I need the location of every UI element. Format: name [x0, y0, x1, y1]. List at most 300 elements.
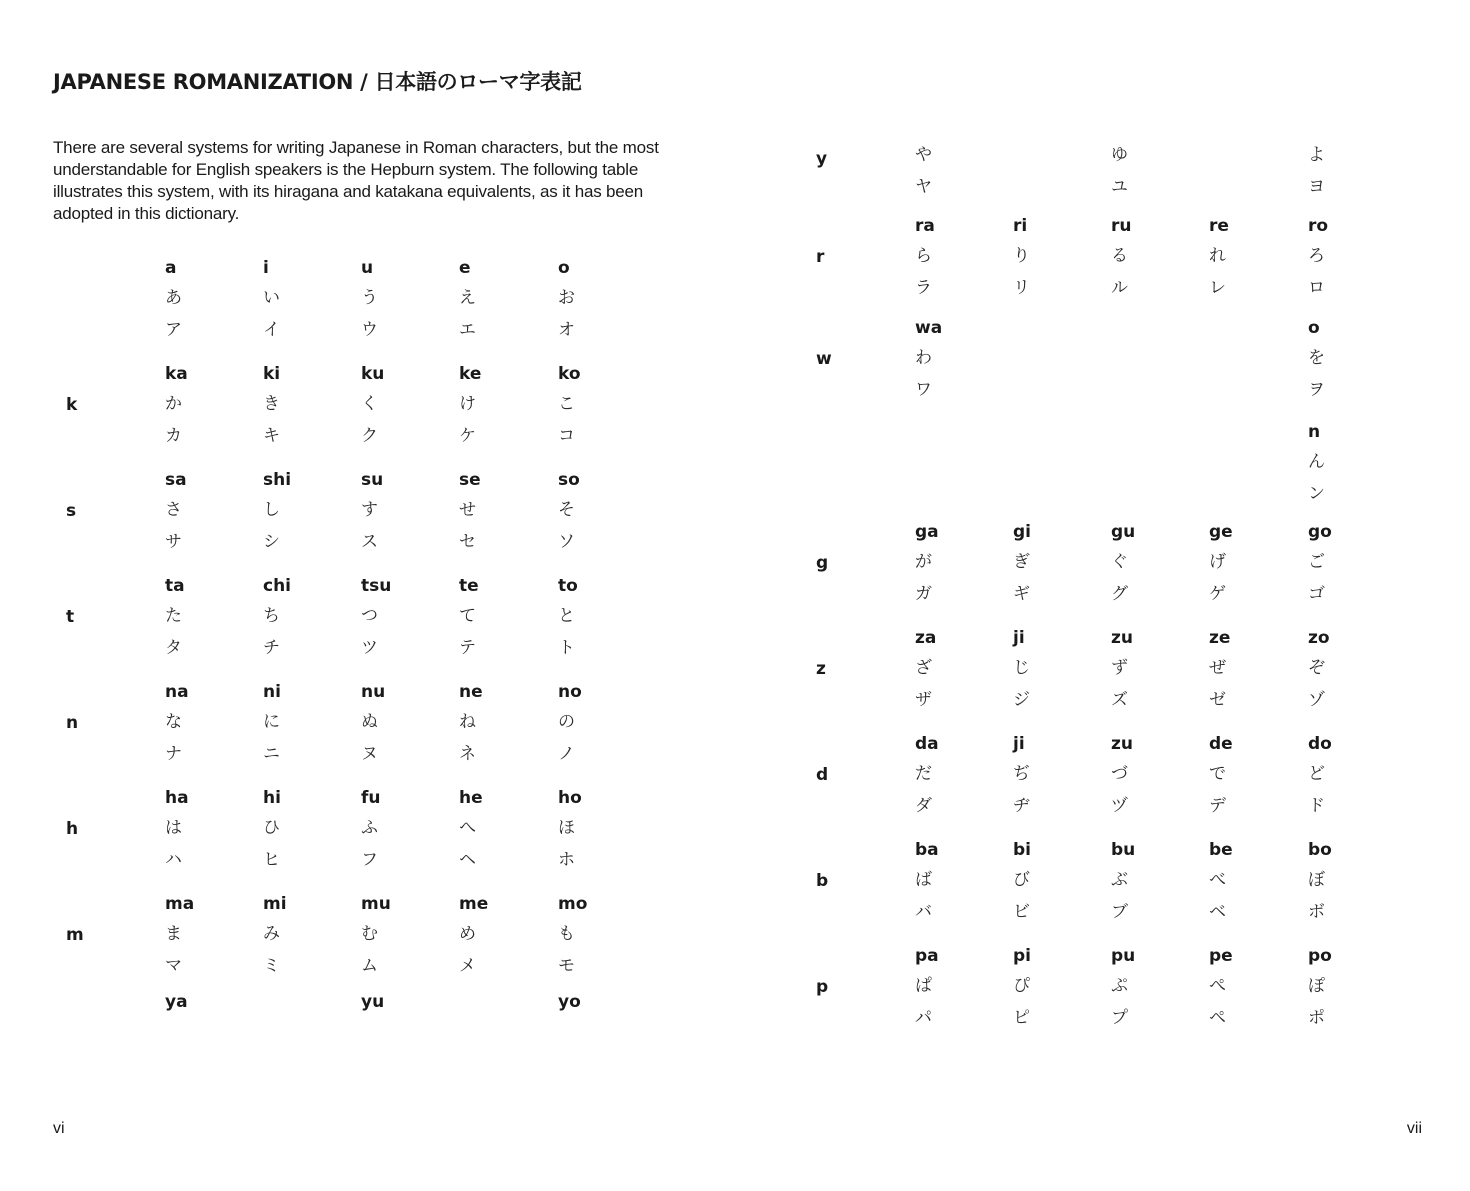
kana-cell — [1308, 522, 1398, 616]
romaji-label: gu — [1111, 522, 1136, 542]
kana-cell — [915, 145, 1005, 209]
romaji-label: shi — [263, 470, 292, 490]
katakana-char: キ — [263, 426, 280, 446]
romaji-label: te — [459, 576, 479, 596]
kana-cell — [263, 894, 353, 988]
hiragana-char: か — [165, 394, 182, 414]
hiragana-char: だ — [915, 764, 932, 784]
hiragana-char: め — [459, 924, 476, 944]
hiragana-char: て — [459, 606, 476, 626]
katakana-char: ノ — [558, 744, 575, 764]
kana-cell — [915, 318, 1005, 412]
kana-cell — [1013, 946, 1103, 1040]
kana-cell — [915, 734, 1005, 828]
page-title: JAPANESE ROMANIZATION / 日本語のローマ字表記 — [53, 70, 582, 94]
kana-cell — [361, 470, 451, 564]
consonant-label: d — [816, 765, 829, 785]
katakana-char: ジ — [1013, 690, 1030, 710]
romaji-label: pe — [1209, 946, 1233, 966]
page-number-right: vii — [1406, 1120, 1422, 1137]
romaji-label: gi — [1013, 522, 1031, 542]
katakana-char: ギ — [1013, 584, 1030, 604]
kana-cell — [1308, 318, 1398, 412]
kana-cell — [263, 470, 353, 564]
hiragana-char: ず — [1111, 658, 1128, 678]
right-page — [735, 0, 1470, 1191]
romaji-label: mo — [558, 894, 588, 914]
romaji-label: i — [263, 258, 269, 278]
romaji-label: po — [1308, 946, 1332, 966]
romaji-label: su — [361, 470, 384, 490]
romaji-label: bo — [1308, 840, 1332, 860]
romaji-label: ha — [165, 788, 189, 808]
kana-cell — [263, 788, 353, 882]
romaji-label: o — [558, 258, 570, 278]
kana-cell — [263, 576, 353, 670]
hiragana-char: よ — [1308, 145, 1325, 165]
hiragana-char: あ — [165, 288, 182, 308]
katakana-char: ケ — [459, 426, 476, 446]
hiragana-char: り — [1013, 246, 1030, 266]
kana-cell — [915, 840, 1005, 934]
romaji-label: zo — [1308, 628, 1330, 648]
katakana-char: ヒ — [263, 850, 280, 870]
romaji-label: yu — [361, 992, 385, 1012]
katakana-char: ン — [1308, 484, 1325, 504]
kana-cell — [915, 522, 1005, 616]
hiragana-char: ふ — [361, 818, 378, 838]
consonant-label: h — [66, 819, 79, 839]
katakana-char: ド — [1308, 796, 1325, 816]
romaji-label: nu — [361, 682, 386, 702]
kana-cell — [361, 788, 451, 882]
romaji-label: yo — [558, 992, 581, 1012]
consonant-label: g — [816, 553, 829, 573]
romaji-label: u — [361, 258, 374, 278]
hiragana-char: た — [165, 606, 182, 626]
hiragana-char: け — [459, 394, 476, 414]
consonant-label: y — [816, 149, 828, 169]
kana-cell — [165, 682, 255, 776]
hiragana-char: な — [165, 712, 182, 732]
kana-cell — [1111, 734, 1201, 828]
katakana-char: ゲ — [1209, 584, 1226, 604]
katakana-char: ベ — [1209, 902, 1226, 922]
romaji-label: ke — [459, 364, 482, 384]
hiragana-char: つ — [361, 606, 378, 626]
kana-cell — [459, 894, 549, 988]
katakana-char: コ — [558, 426, 575, 446]
hiragana-char: ぱ — [915, 976, 932, 996]
katakana-char: ネ — [459, 744, 476, 764]
katakana-char: ゼ — [1209, 690, 1226, 710]
romaji-label: hi — [263, 788, 281, 808]
hiragana-char: が — [915, 552, 932, 572]
kana-cell — [1013, 734, 1103, 828]
kana-cell — [1308, 840, 1398, 934]
romaji-label: tsu — [361, 576, 392, 596]
katakana-char: ソ — [558, 532, 575, 552]
katakana-char: ナ — [165, 744, 182, 764]
kana-cell — [1209, 522, 1299, 616]
romaji-label: a — [165, 258, 177, 278]
katakana-char: マ — [165, 956, 182, 976]
romaji-label: o — [1308, 318, 1320, 338]
romaji-label: do — [1308, 734, 1332, 754]
hiragana-char: し — [263, 500, 280, 520]
kana-cell — [1111, 628, 1201, 722]
kana-cell — [361, 258, 451, 352]
romaji-label: ji — [1013, 628, 1025, 648]
katakana-char: ロ — [1308, 278, 1325, 298]
romaji-label: bi — [1013, 840, 1031, 860]
katakana-char: ダ — [915, 796, 932, 816]
hiragana-char: ひ — [263, 818, 280, 838]
katakana-char: ヘ — [459, 850, 476, 870]
katakana-char: ガ — [915, 584, 932, 604]
hiragana-char: ま — [165, 924, 182, 944]
kana-cell — [263, 682, 353, 776]
hiragana-char: ぢ — [1013, 764, 1030, 784]
consonant-label: m — [66, 925, 84, 945]
consonant-label: w — [816, 349, 832, 369]
romaji-label: ni — [263, 682, 281, 702]
consonant-label: p — [816, 977, 829, 997]
romaji-label: e — [459, 258, 471, 278]
kana-cell — [1013, 628, 1103, 722]
kana-cell — [459, 682, 549, 776]
katakana-char: ヲ — [1308, 380, 1325, 400]
kana-cell — [558, 576, 648, 670]
katakana-char: ア — [165, 320, 182, 340]
katakana-char: プ — [1111, 1008, 1128, 1028]
romaji-label: ro — [1308, 216, 1329, 236]
romaji-label: be — [1209, 840, 1233, 860]
hiragana-char: げ — [1209, 552, 1226, 572]
romaji-label: ma — [165, 894, 195, 914]
hiragana-char: ほ — [558, 818, 575, 838]
romaji-label: pu — [1111, 946, 1136, 966]
kana-cell — [165, 470, 255, 564]
hiragana-char: の — [558, 712, 575, 732]
romaji-label: ru — [1111, 216, 1132, 236]
hiragana-char: と — [558, 606, 575, 626]
kana-cell — [1209, 216, 1299, 310]
hiragana-char: く — [361, 394, 378, 414]
katakana-char: ト — [558, 638, 575, 658]
hiragana-char: わ — [915, 348, 932, 368]
hiragana-char: へ — [459, 818, 476, 838]
hiragana-char: ざ — [915, 658, 932, 678]
katakana-char: タ — [165, 638, 182, 658]
consonant-label: s — [66, 501, 77, 521]
katakana-char: ユ — [1111, 177, 1128, 197]
hiragana-char: ど — [1308, 764, 1325, 784]
katakana-char: ボ — [1308, 902, 1325, 922]
kana-cell — [165, 576, 255, 670]
hiragana-char: を — [1308, 348, 1325, 368]
kana-cell — [459, 258, 549, 352]
katakana-char: ポ — [1308, 1008, 1325, 1028]
kana-cell — [361, 364, 451, 458]
katakana-char: オ — [558, 320, 575, 340]
hiragana-char: ろ — [1308, 246, 1325, 266]
katakana-char: ム — [361, 956, 378, 976]
katakana-char: フ — [361, 850, 378, 870]
hiragana-char: ん — [1308, 452, 1325, 472]
hiragana-char: せ — [459, 500, 476, 520]
romaji-label: mu — [361, 894, 391, 914]
hiragana-char: い — [263, 288, 280, 308]
katakana-char: パ — [915, 1008, 932, 1028]
kana-cell — [459, 788, 549, 882]
romaji-label: ku — [361, 364, 385, 384]
romaji-label: de — [1209, 734, 1233, 754]
kana-cell — [165, 258, 255, 352]
kana-cell — [915, 628, 1005, 722]
kana-cell — [1308, 946, 1398, 1040]
kana-cell — [1013, 522, 1103, 616]
katakana-char: ク — [361, 426, 378, 446]
romaji-label: fu — [361, 788, 381, 808]
katakana-char: イ — [263, 320, 280, 340]
romaji-label: pi — [1013, 946, 1031, 966]
kana-cell — [165, 364, 255, 458]
romaji-label: mi — [263, 894, 287, 914]
kana-cell — [1308, 145, 1398, 209]
katakana-char: デ — [1209, 796, 1226, 816]
consonant-label: t — [66, 607, 75, 627]
hiragana-char: ぴ — [1013, 976, 1030, 996]
kana-cell — [558, 470, 648, 564]
katakana-char: ス — [361, 532, 378, 552]
consonant-label: r — [816, 247, 825, 267]
kana-cell — [1209, 628, 1299, 722]
katakana-char: ゾ — [1308, 690, 1325, 710]
kana-cell — [558, 258, 648, 352]
romaji-label: za — [915, 628, 937, 648]
kana-cell — [1308, 422, 1398, 516]
hiragana-char: む — [361, 924, 378, 944]
romaji-label: ri — [1013, 216, 1028, 236]
hiragana-char: ぼ — [1308, 870, 1325, 890]
hiragana-char: で — [1209, 764, 1226, 784]
kana-cell — [915, 946, 1005, 1040]
hiragana-char: ば — [915, 870, 932, 890]
hiragana-char: さ — [165, 500, 182, 520]
kana-cell — [558, 682, 648, 776]
romaji-label: ze — [1209, 628, 1231, 648]
hiragana-char: み — [263, 924, 280, 944]
romaji-label: se — [459, 470, 481, 490]
katakana-char: ブ — [1111, 902, 1128, 922]
romaji-label: wa — [915, 318, 943, 338]
katakana-char: ゴ — [1308, 584, 1325, 604]
romaji-label: ra — [915, 216, 935, 236]
katakana-char: ワ — [915, 380, 932, 400]
katakana-char: テ — [459, 638, 476, 658]
katakana-char: ズ — [1111, 690, 1128, 710]
romaji-label: no — [558, 682, 582, 702]
kana-cell — [1013, 216, 1103, 310]
kana-cell — [1209, 840, 1299, 934]
katakana-char: シ — [263, 532, 280, 552]
romaji-label: ko — [558, 364, 581, 384]
kana-cell — [1111, 946, 1201, 1040]
hiragana-char: ぎ — [1013, 552, 1030, 572]
hiragana-char: ぺ — [1209, 976, 1226, 996]
kana-cell — [361, 576, 451, 670]
kana-cell — [1308, 216, 1398, 310]
romaji-label: pa — [915, 946, 939, 966]
katakana-char: バ — [915, 902, 932, 922]
romaji-label: bu — [1111, 840, 1136, 860]
romaji-label: he — [459, 788, 483, 808]
hiragana-char: ぞ — [1308, 658, 1325, 678]
kana-cell — [1111, 522, 1201, 616]
kana-cell — [1308, 628, 1398, 722]
romaji-label: ya — [165, 992, 188, 1012]
katakana-char: チ — [263, 638, 280, 658]
kana-cell — [361, 894, 451, 988]
romaji-label: ka — [165, 364, 188, 384]
kana-cell — [915, 216, 1005, 310]
hiragana-char: ら — [915, 246, 932, 266]
romaji-label: da — [915, 734, 939, 754]
katakana-char: ラ — [915, 278, 932, 298]
hiragana-char: ぜ — [1209, 658, 1226, 678]
katakana-char: ニ — [263, 744, 280, 764]
katakana-char: ヂ — [1013, 796, 1030, 816]
hiragana-char: お — [558, 288, 575, 308]
katakana-char: ヨ — [1308, 177, 1325, 197]
katakana-char: ハ — [165, 850, 182, 870]
hiragana-char: そ — [558, 500, 575, 520]
katakana-char: メ — [459, 956, 476, 976]
katakana-char: ザ — [915, 690, 932, 710]
romaji-label: to — [558, 576, 578, 596]
hiragana-char: や — [915, 145, 932, 165]
hiragana-char: ぬ — [361, 712, 378, 732]
katakana-char: セ — [459, 532, 476, 552]
kana-cell — [1013, 840, 1103, 934]
consonant-label: n — [66, 713, 79, 733]
romaji-label: me — [459, 894, 489, 914]
katakana-char: ペ — [1209, 1008, 1226, 1028]
romaji-label: chi — [263, 576, 292, 596]
kana-cell — [263, 258, 353, 352]
kana-cell — [361, 682, 451, 776]
romaji-label: ge — [1209, 522, 1233, 542]
hiragana-char: ち — [263, 606, 280, 626]
katakana-char: ヌ — [361, 744, 378, 764]
romaji-label: ta — [165, 576, 185, 596]
kana-cell — [263, 364, 353, 458]
katakana-char: エ — [459, 320, 476, 340]
romaji-label: ba — [915, 840, 939, 860]
kana-cell — [165, 788, 255, 882]
kana-cell — [165, 894, 255, 988]
consonant-label: b — [816, 871, 829, 891]
romaji-label: zu — [1111, 628, 1133, 648]
hiragana-char: ぷ — [1111, 976, 1128, 996]
kana-cell — [1308, 734, 1398, 828]
romaji-label: ji — [1013, 734, 1025, 754]
hiragana-char: び — [1013, 870, 1030, 890]
katakana-char: ビ — [1013, 902, 1030, 922]
katakana-char: サ — [165, 532, 182, 552]
hiragana-char: え — [459, 288, 476, 308]
romaji-label: ho — [558, 788, 582, 808]
hiragana-char: ぽ — [1308, 976, 1325, 996]
katakana-char: ホ — [558, 850, 575, 870]
romaji-label: zu — [1111, 734, 1133, 754]
kana-cell — [1209, 734, 1299, 828]
hiragana-char: ぶ — [1111, 870, 1128, 890]
katakana-char: ヅ — [1111, 796, 1128, 816]
katakana-char: ウ — [361, 320, 378, 340]
romaji-label: n — [1308, 422, 1321, 442]
kana-cell — [459, 576, 549, 670]
hiragana-char: ゆ — [1111, 145, 1128, 165]
katakana-char: ヤ — [915, 177, 932, 197]
intro-paragraph: There are several systems for writing Japanese in Roman characters, but the most understandable for English speakers is the Hepburn system. The following table illustrates this system, with its hiragana and katakana equivalents, as it has been adopted in this dictionary. — [53, 138, 659, 223]
kana-cell — [558, 364, 648, 458]
kana-cell — [1111, 840, 1201, 934]
consonant-label: z — [816, 659, 826, 679]
katakana-char: ピ — [1013, 1008, 1030, 1028]
kana-cell — [1111, 216, 1201, 310]
hiragana-char: づ — [1111, 764, 1128, 784]
hiragana-char: る — [1111, 246, 1128, 266]
romaji-label: sa — [165, 470, 187, 490]
hiragana-char: べ — [1209, 870, 1226, 890]
katakana-char: カ — [165, 426, 182, 446]
page-number-left: vi — [53, 1120, 65, 1137]
hiragana-char: す — [361, 500, 378, 520]
kana-cell — [459, 364, 549, 458]
hiragana-char: も — [558, 924, 575, 944]
hiragana-char: き — [263, 394, 280, 414]
katakana-char: グ — [1111, 584, 1128, 604]
romaji-label: na — [165, 682, 189, 702]
kana-cell — [558, 788, 648, 882]
katakana-char: モ — [558, 956, 575, 976]
romaji-label: ne — [459, 682, 483, 702]
katakana-char: レ — [1209, 278, 1226, 298]
romaji-label: so — [558, 470, 580, 490]
romaji-label: ki — [263, 364, 281, 384]
kana-cell — [1111, 145, 1201, 209]
kana-cell — [1209, 946, 1299, 1040]
katakana-char: ル — [1111, 278, 1128, 298]
hiragana-char: じ — [1013, 658, 1030, 678]
katakana-char: ツ — [361, 638, 378, 658]
hiragana-char: に — [263, 712, 280, 732]
romaji-label: re — [1209, 216, 1229, 236]
romaji-label: go — [1308, 522, 1332, 542]
hiragana-char: ね — [459, 712, 476, 732]
consonant-label: k — [66, 395, 78, 415]
hiragana-char: は — [165, 818, 182, 838]
hiragana-char: こ — [558, 394, 575, 414]
hiragana-char: う — [361, 288, 378, 308]
kana-cell — [558, 894, 648, 988]
katakana-char: ミ — [263, 956, 280, 976]
hiragana-char: れ — [1209, 246, 1226, 266]
hiragana-char: ご — [1308, 552, 1325, 572]
katakana-char: リ — [1013, 278, 1030, 298]
